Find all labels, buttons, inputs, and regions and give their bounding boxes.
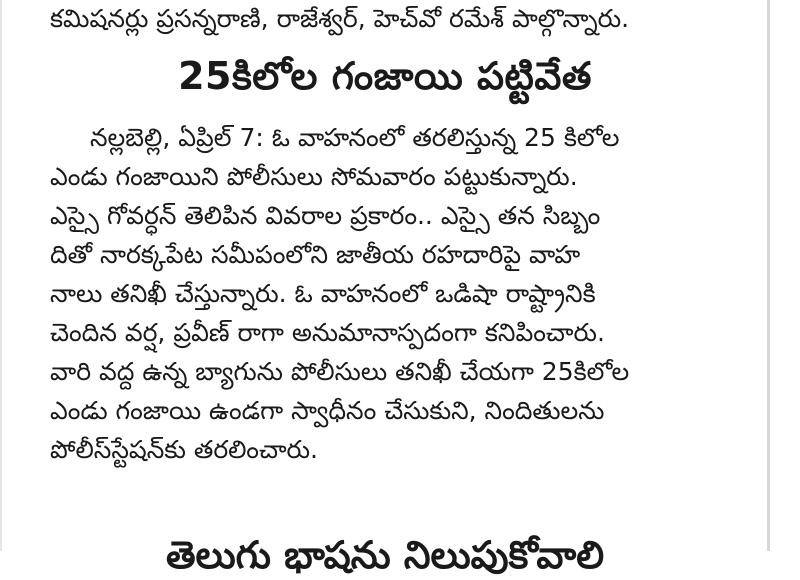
body-line: వారి వద్ద ఉన్న బ్యాగును పోలీసులు తనిఖీ చేయగా 25కిలోల (50, 357, 630, 386)
body-line: ఎస్సై గోవర్ధన్ తెలిపిన వివరాల ప్రకారం.. ఎస్సై తన సిబ్బం (50, 201, 601, 230)
body-line: దితో నారక్కపేట సమీపంలోని జాతీయ రహదారిపై వాహ (50, 240, 581, 269)
article-body (50, 118, 762, 469)
next-article-headline: తెలుగు భాషను నిలుపుకోవాలి (165, 533, 605, 577)
body-line: ఎండు గంజాయి ఉండగా స్వాధీనం చేసుకుని, నిందితులను (50, 396, 605, 425)
body-line: ఎండు గంజాయిని పోలీసులు సోమవారం పట్టుకున్నారు. (50, 162, 578, 191)
body-line: చెందిన వర్ష, ప్రవీణ్ రాగా అనుమానాస్పదంగా కనిపించారు. (50, 318, 605, 347)
body-line: నల్లబెల్లి, ఏప్రిల్ 7: ఓ వాహనంలో తరలిస్తున్న 25 కిలోల (90, 123, 620, 152)
article-headline: 25కిలోల గంజాయి పట్టివేత (178, 54, 592, 98)
body-line: నాలు తనిఖీ చేస్తున్నారు. ఓ వాహనంలో ఒడిషా రాష్ట్రానికి (50, 279, 596, 308)
body-line: పోలీస్‌స్టేషన్‌కు తరలించారు. (50, 435, 318, 464)
previous-article-last-line: కమిషనర్లు ప్రసన్నరాణి, రాజేశ్వర్, హెచ్‌వో రమేశ్ పాల్గొన్నారు. (50, 4, 630, 33)
